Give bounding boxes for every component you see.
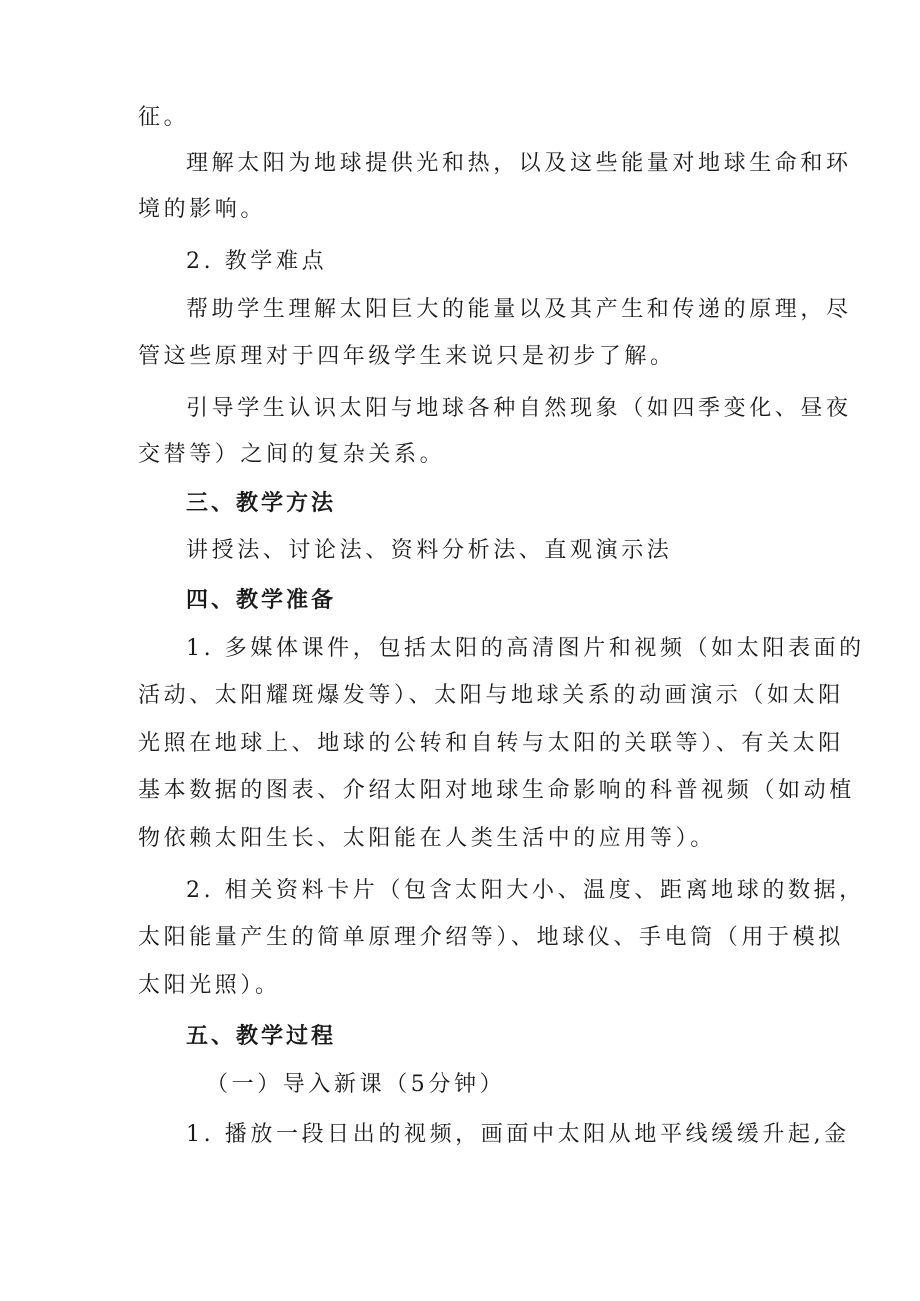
text-line: 引导学生认识太阳与地球各种自然现象（如四季变化、昼夜 — [186, 396, 852, 421]
text-line: 理解太阳为地球提供光和热，以及这些能量对地球生命和环 — [186, 151, 852, 176]
text-line: 征。 — [138, 105, 190, 130]
text-line: 物依赖太阳生长、太阳能在人类生活中的应用等）。 — [138, 826, 716, 851]
text-line: 光照在地球上、地球的公转和自转与太阳的关联等）、有关太阳 — [138, 731, 844, 756]
text-line: 太阳光照）。 — [138, 973, 281, 998]
section-heading: 三、教学方法 — [186, 491, 337, 516]
section-heading: 四、教学准备 — [186, 588, 337, 613]
text-line: 基本数据的图表、介绍太阳对地球生命影响的科普视频（如动植 — [138, 778, 855, 803]
text-line: 帮助学生理解太阳巨大的能量以及其产生和传递的原理，尽 — [186, 297, 852, 322]
text-line: 2. 相关资料卡片（包含太阳大小、温度、距离地球的数据， — [186, 878, 865, 903]
section-heading: 五、教学过程 — [186, 1024, 337, 1049]
text-line: 管这些原理对于四年级学生来说只是初步了解。 — [138, 344, 676, 369]
subsection-heading: （一）导入新课（5分钟） — [206, 1072, 506, 1097]
text-line: 1. 播放一段日出的视频，画面中太阳从地平线缓缓升起,金 — [186, 1122, 850, 1147]
text-line: 境的影响。 — [138, 197, 267, 222]
text-line: 1. 多媒体课件，包括太阳的高清图片和视频（如太阳表面的 — [186, 636, 865, 661]
text-line: 太阳能量产生的简单原理介绍等）、地球仪、手电筒（用于模拟 — [138, 925, 844, 950]
text-line: 交替等）之间的复杂关系。 — [138, 442, 446, 467]
text-line: 讲授法、讨论法、资料分析法、直观演示法 — [186, 538, 673, 563]
subheading: 2. 教学难点 — [186, 249, 328, 274]
text-line: 活动、太阳耀斑爆发等）、太阳与地球关系的动画演示（如太阳 — [138, 683, 844, 708]
